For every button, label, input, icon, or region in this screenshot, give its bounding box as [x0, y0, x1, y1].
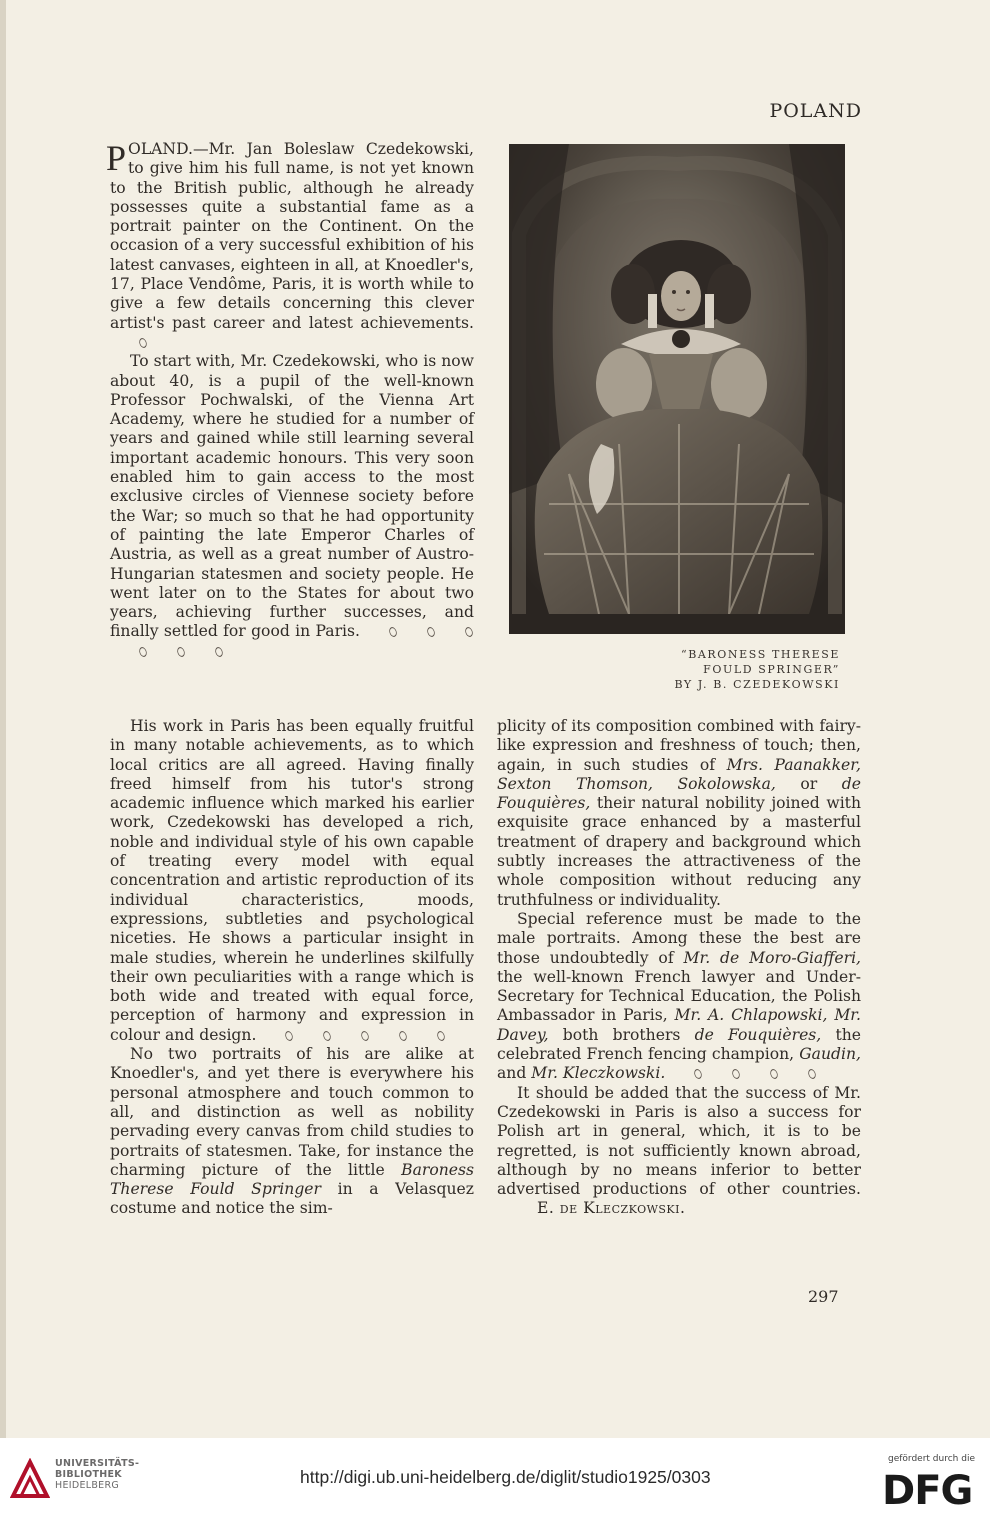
caption-title-line1: “BARONESS THERESE: [680, 648, 840, 661]
page-number: 297: [808, 1287, 839, 1306]
career-text: To start with, Mr. Czedekowski, who is now about 40, is a pupil of the well-known Professor Pochwalski, of the Vienna Art Academy, where he studied for a number of years and gained while still learning several important academic honours. This very soon enabled him to gain access to the most exclusive circles of Viennese society before the War; so much so that he had opportunity of painting the late Emperor Charles of Austria, as well as a great number of Austro-Hungarian statesmen and society people. He went later on to the States for about two years, achieving further successes, and finally settled for good in Paris.: [110, 352, 474, 641]
leaf-ornament-icon: [769, 1068, 779, 1080]
leaf-ornament-icon: [138, 646, 148, 658]
painting-caption: [674, 647, 840, 692]
male-italic-2: Mr. A. Chlapowski, Mr. Davey,: [497, 1006, 861, 1044]
left-column-bottom: [110, 717, 474, 1219]
paragraph-continuation: [497, 717, 861, 910]
leaf-ornament-icon: [388, 627, 398, 639]
male-italic-5: Mr. Kleczkowski.: [531, 1064, 666, 1083]
portrait-painting-image: [509, 144, 845, 634]
permalink-url[interactable]: http://digi.ub.uni-heidelberg.de/diglit/studio1925/0303: [300, 1467, 711, 1487]
leaf-ornament-icon: [693, 1068, 703, 1080]
leaf-ornament-icon: [464, 627, 474, 639]
paragraph-male-portraits: [497, 910, 861, 1084]
funded-by-label: gefördert durch die: [888, 1454, 975, 1464]
leaf-ornament-icon: [176, 646, 186, 658]
male-text-d: the celebrated French fencing champion,: [497, 1025, 861, 1064]
portraits-text-b: in a Velasquez costume and notice the sim-: [110, 1180, 474, 1218]
caption-artist: BY J. B. CZEDEKOWSKI: [674, 678, 840, 691]
leaf-ornament-icon: [426, 627, 436, 639]
leaf-ornament-icon: [398, 1030, 408, 1042]
drop-cap: P: [106, 138, 127, 178]
continuation-text-a: plicity of its composition combined with fairy-like expression and freshness of touch; then, again, in such studies of: [497, 717, 861, 774]
male-text-c: both brothers: [562, 1025, 681, 1044]
university-library-name: [55, 1458, 139, 1491]
library-line1: UNIVERSITÄTS-: [55, 1458, 140, 1469]
male-italic-3: de Fouquières,: [694, 1025, 822, 1044]
paragraph-portraits: [110, 1045, 474, 1219]
digitization-footer: [0, 1438, 990, 1523]
male-text-a: Special reference must be made to the male portraits. Among these the best are those undoubtedly of: [497, 909, 861, 967]
library-line3: HEIDELBERG: [55, 1480, 120, 1491]
left-column-top: [106, 138, 474, 661]
painting-svg: [509, 144, 845, 634]
intro-text: OLAND.—Mr. Jan Boleslaw Czedekowski, to give him his full name, is not yet known to the British public, although he already possesses quite a substantial fame as a portrait painter on the Continent. On the occasion of a very successful exhibition of his latest canvases, eighteen in all, at Knoedler's, 17, Place Vendôme, Paris, it is worth while to give a few details concerning this clever artist's past career and latest achievements.: [110, 140, 474, 332]
paragraph-intro: [106, 138, 474, 352]
leaf-ornament-icon: [214, 646, 224, 658]
leaf-ornament-icon: [322, 1030, 332, 1042]
continuation-italic-2: de Fouquières,: [497, 774, 861, 813]
portraits-italic-title: Baroness Therese Fould Springer: [110, 1160, 474, 1199]
library-line2: BIBLIOTHEK: [55, 1469, 122, 1480]
running-head: POLAND: [769, 100, 862, 122]
university-library-logo-icon: [10, 1458, 50, 1500]
right-column-bottom: [497, 717, 861, 1219]
leaf-ornament-icon: [284, 1030, 294, 1042]
author-signature: E. de Kleczkowski.: [537, 1199, 686, 1218]
paragraph-conclusion: [497, 1084, 861, 1219]
continuation-italic-1: Mrs. Paanakker, Sexton Thomson, Sokolowska,: [497, 755, 861, 793]
page-edge: [0, 0, 6, 1523]
paris-work-text: His work in Paris has been equally fruitful in many notable achievements, as to which local critics are all agreed. Having finally freed himself from his tutor's strong academic influence which marked his earlier work, Czedekowski has developed a rich, noble and individual style of his own capable of treating every model with equal concentration and artistic reproduction of its individual characteristics, moods, expressions, subtleties and psychological niceties. He shows a particular insight in male studies, wherein he underlines skilfully their own peculiarities with a range which is both wide and treated with equal force, perception of harmony and expression in colour and design.: [110, 717, 474, 1044]
leaf-ornament-icon: [807, 1068, 817, 1080]
male-italic-4: Gaudin,: [799, 1045, 861, 1064]
paragraph-paris-work: [110, 717, 474, 1045]
leaf-ornament-icon: [138, 337, 148, 349]
leaf-ornament-icon: [731, 1068, 741, 1080]
paragraph-career: [110, 352, 474, 661]
continuation-text-c: their natural nobility joined with exquisite grace enhanced by a masterful treatment of drapery and background which subtly increases the attractiveness of the whole composition without reducing any truthfulness or individuality.: [497, 794, 861, 909]
leaf-ornament-icon: [436, 1030, 446, 1042]
leaf-ornament-icon: [360, 1030, 370, 1042]
male-italic-1: Mr. de Moro-Giafferi,: [683, 948, 862, 967]
caption-title-line2: FOULD SPRINGER”: [703, 663, 840, 676]
portraits-text-a: No two portraits of his are alike at Knoedler's, and yet there is everywhere his personal atmosphere and touch common to all, and distinction as well as nobility pervading every canvas from child studies to portraits of statesmen. Take, for instance the charming picture of the little: [110, 1045, 474, 1179]
male-text-e: and: [497, 1064, 527, 1083]
male-text-b: the well-known French lawyer and Under-Secretary for Technical Education, the Polish Ambassador in Paris,: [497, 967, 861, 1025]
conclusion-text: It should be added that the success of Mr. Czedekowski in Paris is also a success for Polish art in general, which, it is to be regretted, is not sufficiently known abroad, although by no means inferior to better advertised productions of other countries.: [497, 1083, 861, 1199]
continuation-text-b: or: [800, 774, 818, 793]
dfg-logo: DFG: [882, 1468, 973, 1514]
